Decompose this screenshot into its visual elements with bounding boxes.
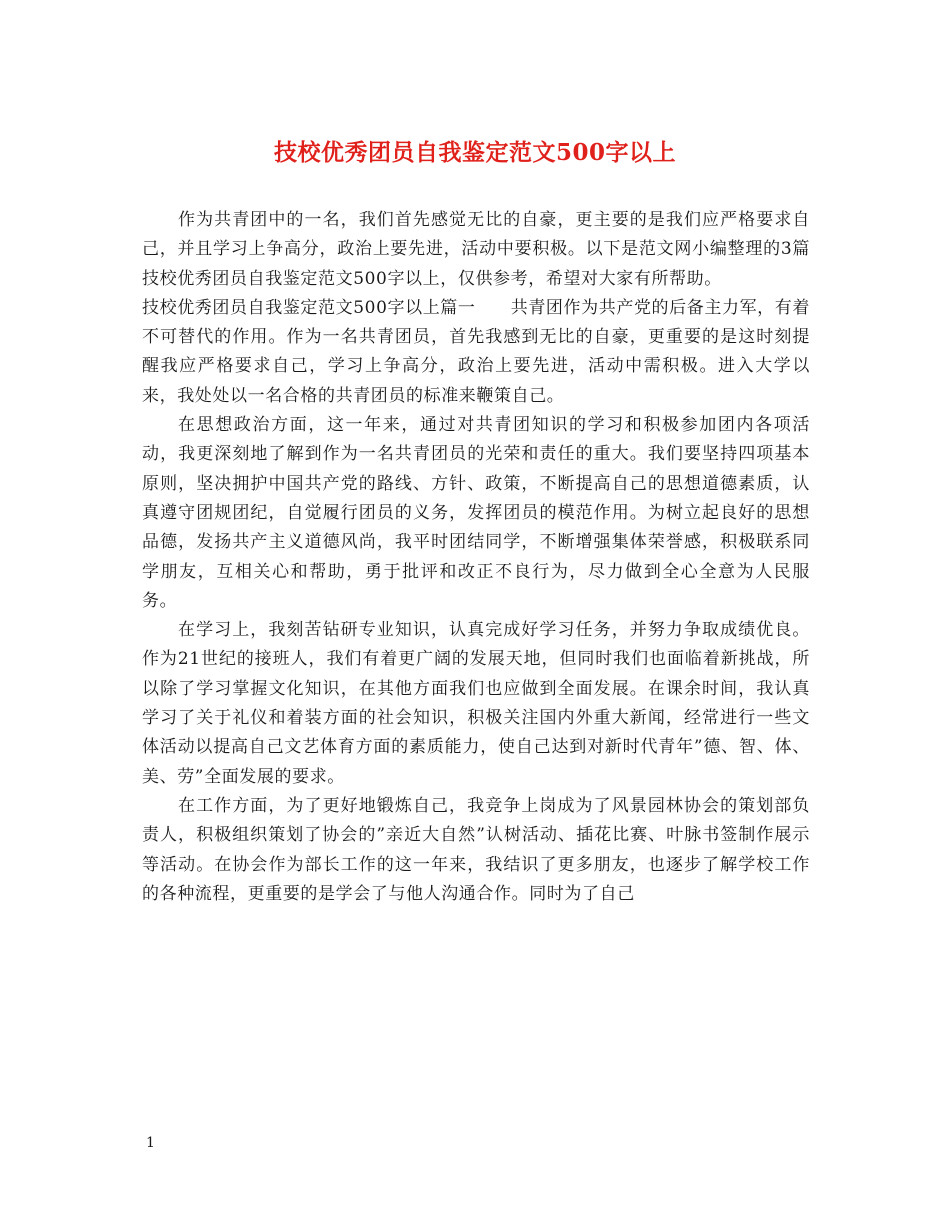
paragraph-part-one: 技校优秀团员自我鉴定范文500字以上篇一 共青团作为共产党的后备主力军，有着不可替代的作用。作为一名共青团员，首先我感到无比的自豪，更重要的是这时刻提醒我应严格要求自己，学习上争高分，政治上要先进，活动中需积极。进入大学以来，我处处以一名合格的共青团员的标准来鞭策自己。	[142, 297, 810, 406]
document-body	[142, 206, 810, 909]
paragraph-politics: 在思想政治方面，这一年来，通过对共青团知识的学习和积极参加团内各项活动，我更深刻地了解到作为一名共青团员的光荣和责任的重大。我们要坚持四项基本原则，坚决拥护中国共产党的路线、方针、政策，不断提高自己的思想道德素质，认真遵守团规团纪，自觉履行团员的义务，发挥团员的模范作用。为树立起良好的思想品德，发扬共产主义道德风尚，我平时团结同学，不断增强集体荣誉感，积极联系同学朋友，互相关心和帮助，勇于批评和改正不良行为，尽力做到全心全意为人民服务。	[142, 415, 810, 611]
page-number: 1	[146, 1135, 155, 1151]
document-title: 技校优秀团员自我鉴定范文500字以上	[273, 139, 676, 166]
paragraph-study: 在学习上，我刻苦钻研专业知识，认真完成好学习任务，并努力争取成绩优良。作为21世纪的接班人，我们有着更广阔的发展天地，但同时我们也面临着新挑战，所以除了学习掌握文化知识，在其他方面我们也应做到全面发展。在课余时间，我认真学习了关于礼仪和着装方面的社会知识，积极关注国内外重大新闻，经常进行一些文体活动以提高自己文艺体育方面的素质能力，使自己达到对新时代青年”德、智、体、美、劳”全面发展的要求。	[142, 620, 810, 787]
paragraph-intro: 作为共青团中的一名，我们首先感觉无比的自豪，更主要的是我们应严格要求自己，并且学习上争高分，政治上要先进，活动中要积极。以下是范文网小编整理的3篇技校优秀团员自我鉴定范文500字以上，仅供参考，希望对大家有所帮助。	[142, 210, 810, 289]
paragraph-work: 在工作方面，为了更好地锻炼自己，我竞争上岗成为了风景园林协会的策划部负责人，积极组织策划了协会的”亲近大自然”认树活动、插花比赛、叶脉书签制作展示等活动。在协会作为部长工作的这一年来，我结识了更多朋友，也逐步了解学校工作的各种流程，更重要的是学会了与他人沟通合作。同时为了自己	[142, 795, 810, 904]
